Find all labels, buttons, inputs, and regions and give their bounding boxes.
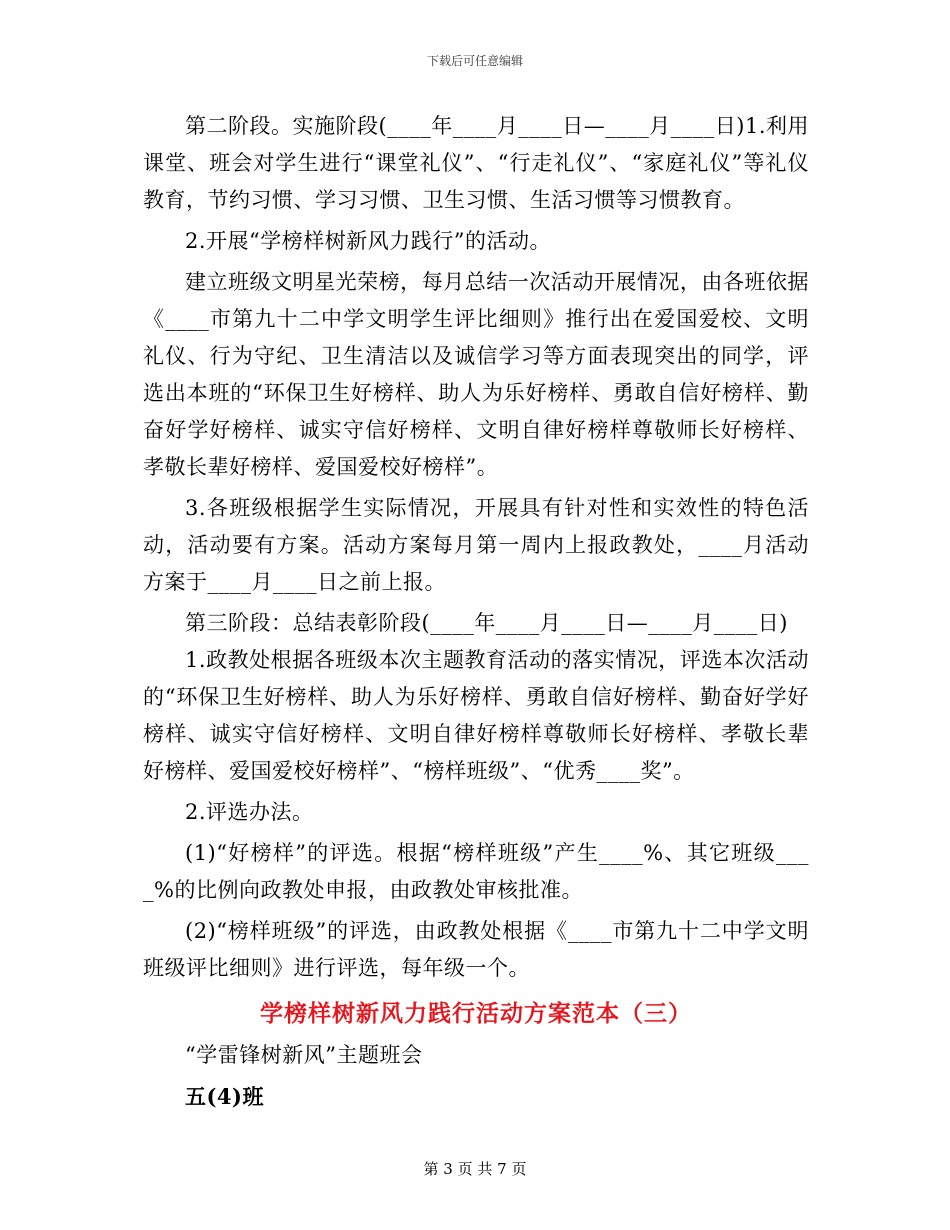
class-name: 五(4)班 [185, 1084, 264, 1109]
paragraph-item-3: 3.各班级根据学生实际情况，开展具有针对性和实效性的特色活动，活动要有方案。活动方案每月第一周内上报政教处，____月活动方案于____月____日之前上报。 [143, 496, 809, 594]
paragraph-item-2: 2.开展“学榜样树新风力践行”的活动。 [185, 229, 552, 253]
document-body [143, 108, 809, 1115]
page-footer: 第 3 页 共 7 页 [423, 1160, 527, 1178]
paragraph-selection-1: (1)“好榜样”的评选。根据“榜样班级”产生____%、其它班级____%的比例向政教处申报，由政教处审核批准。 [143, 841, 809, 902]
paragraph-stage-three: 第三阶段：总结表彰阶段(____年____月____日—____月____日) [185, 611, 788, 635]
paragraph-stage-three-item-1: 1.政教处根据各班级本次主题教育活动的落实情况，评选本次活动的“环保卫生好榜样、助人为乐好榜样、勇敢自信好榜样、勤奋好学好榜样、诚实守信好榜样、文明自律好榜样尊敬师长好榜样、孝敬长辈好榜样、爱国爱校好榜样”、“榜样班级”、“优秀____奖”。 [143, 648, 809, 783]
paragraph-honor-board: 建立班级文明星光荣榜，每月总结一次活动开展情况，由各班依据《____市第九十二中学文明学生评比细则》推行出在爱国爱校、文明礼仪、行为守纪、卫生清洁以及诚信学习等方面表现突出的同学，评选出本班的“环保卫生好榜样、助人为乐好榜样、勇敢自信好榜样、勤奋好学好榜样、诚实守信好榜样、文明自律好榜样尊敬师长好榜样、孝敬长辈好榜样、爱国爱校好榜样”。 [143, 270, 809, 479]
paragraph-selection-method: 2.评选办法。 [185, 800, 314, 824]
section-title: 学榜样树新风力践行活动方案范本（三） [260, 1000, 692, 1027]
paragraph-selection-2: (2)“榜样班级”的评选，由政教处根据《____市第九十二中学文明班级评比细则》进行评选，每年级一个。 [143, 919, 809, 980]
paragraph-stage-two: 第二阶段。实施阶段(____年____月____日—____月____日)1.利用课堂、班会对学生进行“课堂礼仪”、“行走礼仪”、“家庭礼仪”等礼仪教育，节约习惯、学习习惯、卫生习惯、生活习惯等习惯教育。 [143, 114, 809, 212]
section-subtitle: “学雷锋树新风”主题班会 [185, 1043, 423, 1067]
page-header: 下载后可任意编辑 [426, 54, 523, 68]
